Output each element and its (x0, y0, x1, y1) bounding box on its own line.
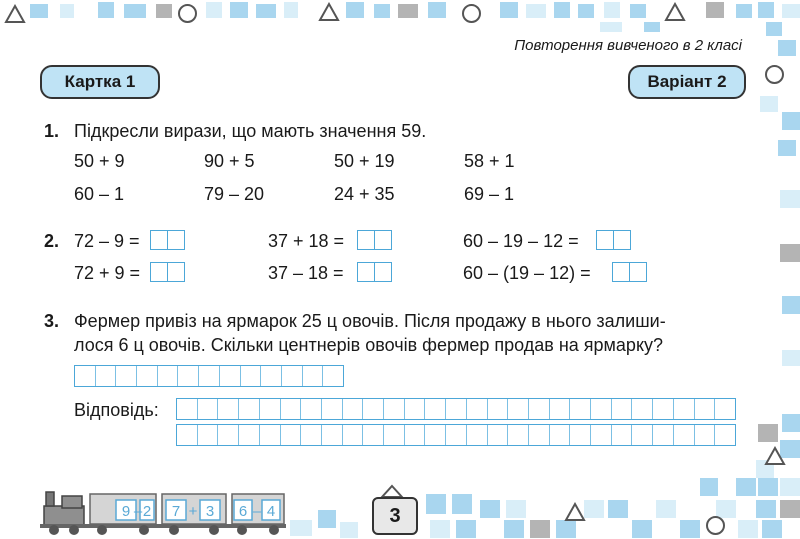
answer-boxes[interactable] (150, 230, 183, 250)
expression[interactable]: 79 – 20 (204, 184, 265, 204)
equation: 72 – 9 = (74, 231, 140, 251)
circle-icon (178, 4, 197, 23)
task-2-number: 2. (44, 231, 60, 251)
train-op: – (133, 503, 143, 520)
answer-grid-line-2[interactable] (176, 424, 736, 446)
train-digit: 2 (142, 503, 152, 520)
train-op: + (188, 503, 198, 520)
card-label: Картка 1 (40, 65, 160, 99)
task-1-number: 1. (44, 121, 60, 141)
task-1-instruction: Підкресли вирази, що мають значення 59. (74, 121, 427, 141)
task-3-number: 3. (44, 311, 60, 331)
triangle-icon (4, 4, 26, 24)
section-subtitle: Повторення вивченого в 2 класі (514, 37, 742, 54)
train-op: – (252, 503, 262, 520)
expression[interactable]: 60 – 1 (74, 184, 125, 204)
answer-boxes[interactable] (612, 262, 645, 282)
triangle-icon (318, 2, 340, 22)
train-digit: 6 (238, 503, 248, 520)
answer-boxes[interactable] (150, 262, 183, 282)
circle-icon (765, 65, 784, 84)
expression[interactable]: 58 + 1 (464, 151, 515, 171)
equation: 60 – (19 – 12) = (463, 263, 591, 283)
page-number: 3 (372, 497, 418, 535)
variant-label: Варіант 2 (628, 65, 746, 99)
solution-grid[interactable] (74, 365, 344, 387)
triangle-icon (380, 484, 404, 498)
expression[interactable]: 50 + 19 (334, 151, 395, 171)
equation: 37 + 18 = (268, 231, 345, 251)
answer-grid-line-1[interactable] (176, 398, 736, 420)
problem-text-line-2: лося 6 ц овочів. Скільки центнерів овочів фермер продав на ярмарку? (74, 335, 664, 355)
train-illustration (36, 488, 292, 536)
answer-boxes[interactable] (357, 230, 390, 250)
answer-label: Відповідь: (74, 400, 159, 420)
train-digit: 4 (266, 503, 276, 520)
train-digit: 7 (171, 503, 181, 520)
triangle-icon (564, 502, 586, 522)
circle-icon (462, 4, 481, 23)
problem-text-line-1: Фермер привіз на ярмарок 25 ц овочів. Після продажу в нього залиши- (74, 311, 666, 331)
triangle-icon (664, 2, 686, 22)
train-digit: 9 (121, 503, 131, 520)
answer-boxes[interactable] (357, 262, 390, 282)
equation: 72 + 9 = (74, 263, 141, 283)
expression[interactable]: 90 + 5 (204, 151, 255, 171)
expression[interactable]: 24 + 35 (334, 184, 395, 204)
expression[interactable]: 50 + 9 (74, 151, 125, 171)
train-digit: 3 (205, 503, 215, 520)
triangle-icon (764, 446, 786, 466)
equation: 37 – 18 = (268, 263, 344, 283)
circle-icon (706, 516, 725, 535)
equation: 60 – 19 – 12 = (463, 231, 579, 251)
expression[interactable]: 69 – 1 (464, 184, 515, 204)
answer-boxes[interactable] (596, 230, 629, 250)
